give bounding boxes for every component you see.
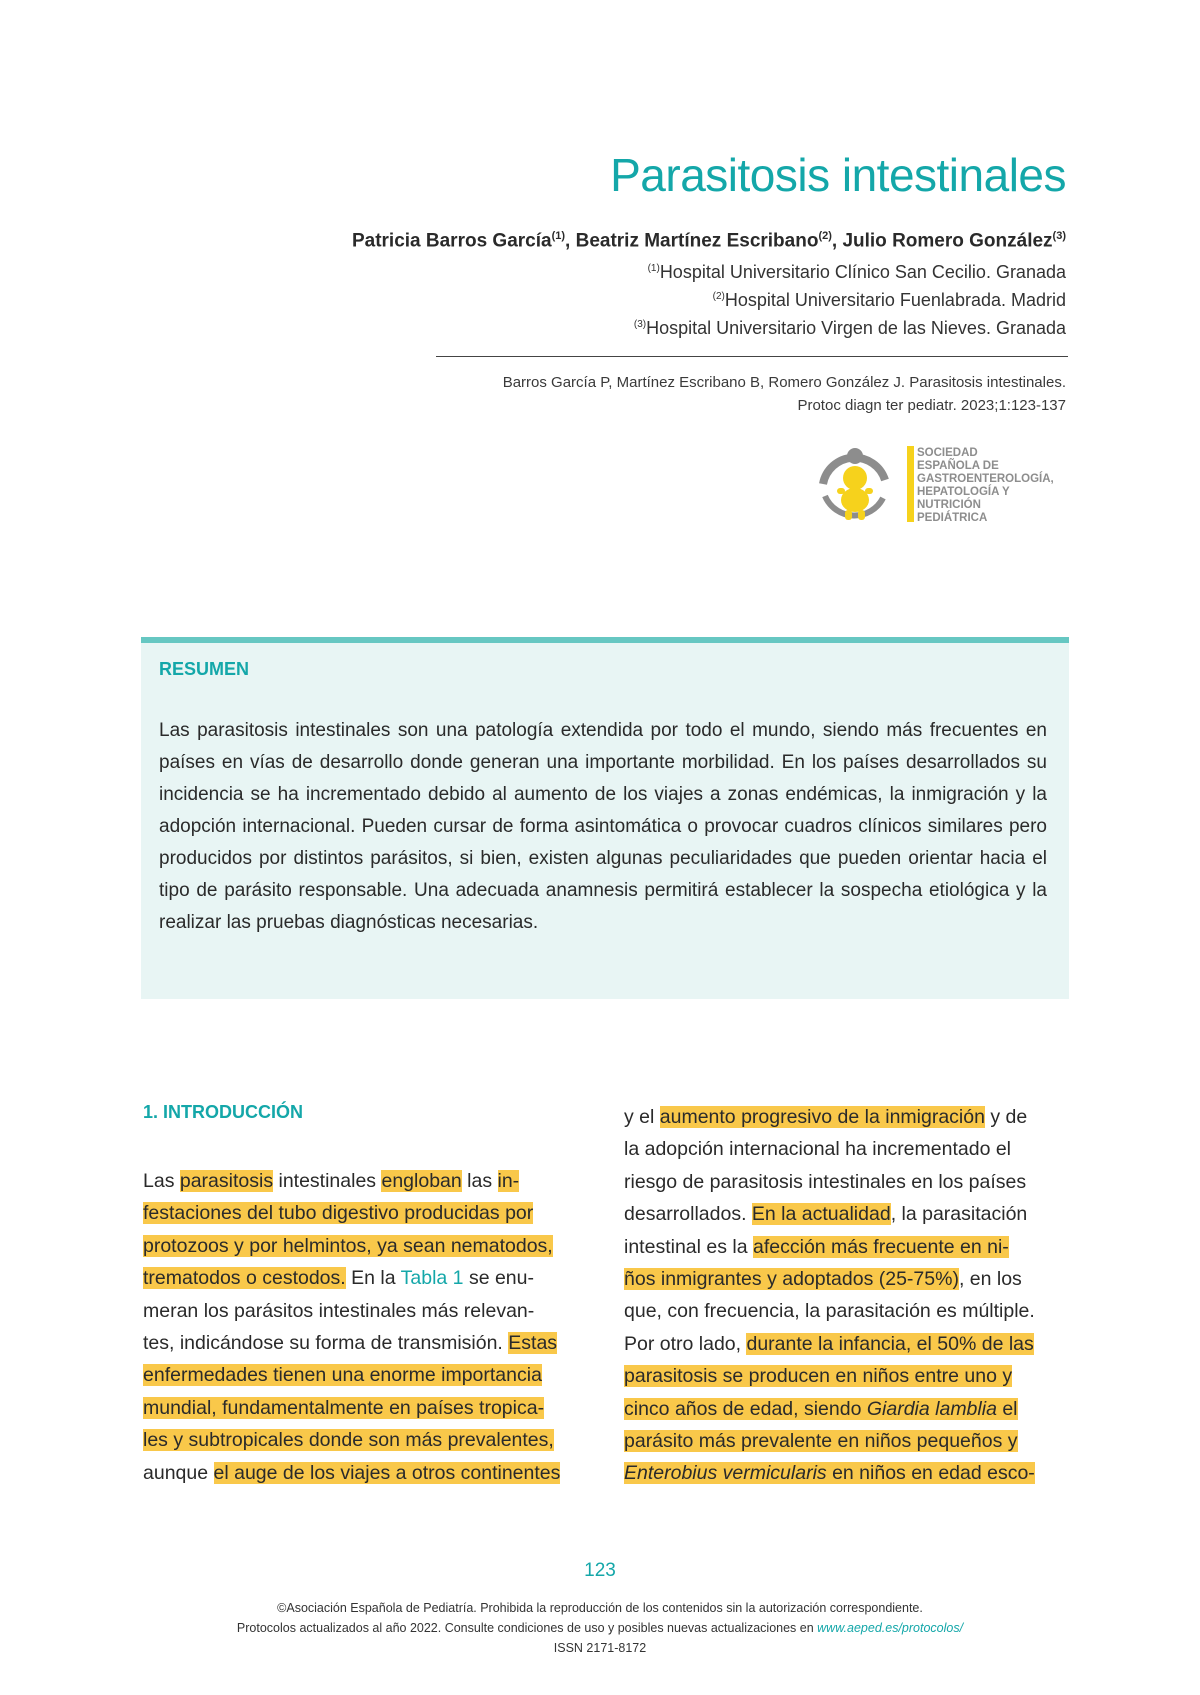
affiliation-3-marker: (3) bbox=[633, 319, 647, 330]
author-affiliation-marker: (2) bbox=[818, 230, 832, 242]
text-segment: En la bbox=[345, 1267, 401, 1290]
highlighted-text: parasitosis se producen en niños entre uno y bbox=[624, 1365, 1013, 1388]
footer-copyright: ©Asociación Española de Pediatría. Prohibida la reproducción de los contenidos sin la autorización correspondiente. bbox=[277, 1601, 923, 1615]
text-segment: Por otro lado, bbox=[624, 1332, 747, 1355]
text-segment: que, con frecuencia, la parasitación es múltiple. bbox=[624, 1300, 1035, 1323]
introduction-heading: 1. INTRODUCCIÓN bbox=[143, 1102, 304, 1122]
logo-text-line-1: SOCIEDAD bbox=[917, 447, 978, 459]
text-line bbox=[143, 1359, 575, 1391]
text-line bbox=[624, 1295, 1056, 1327]
summary-text: Las parasitosis intestinales son una patología extendida por todo el mundo, siendo más frecuentes en países en vías de desarrollo donde generan una importante morbilidad. En los países desarrollados su incidencia se ha incrementado debido al aumento de los viajes a zonas endémicas, la inmigración y la adopción internacional. Pueden cursar de forma asintomática o provocar cuadros clínicos similares pero producidos por distintos parásitos, si bien, existen algunas peculiaridades que pueden orientar hacia el tipo de parásito responsable. Una adecuada anamnesis permitirá establecer la sospecha etiológica y la realizar las pruebas diagnósticas necesarias. bbox=[159, 720, 1047, 933]
highlighted-text: el bbox=[996, 1397, 1018, 1420]
logo-text-line-2: ESPAÑOLA DE bbox=[917, 460, 999, 472]
text-line bbox=[143, 1165, 575, 1197]
highlighted-text: Giardia lamblia bbox=[866, 1397, 997, 1420]
highlighted-text: ños inmigrantes y adoptados (25-75%) bbox=[624, 1268, 959, 1290]
page-title: Parasitosis intestinales bbox=[610, 149, 1066, 201]
highlighted-text: mundial, fundamentalmente en países tropica- bbox=[143, 1396, 545, 1419]
text-line bbox=[624, 1425, 1056, 1457]
authors-line bbox=[352, 230, 1066, 252]
logo-text-line-5: NUTRICIÓN bbox=[917, 499, 981, 511]
text-line bbox=[143, 1197, 575, 1229]
author-affiliation-marker: (1) bbox=[551, 230, 566, 242]
logo-text-line-6: PEDIÁTRICA bbox=[917, 512, 988, 524]
text-line bbox=[624, 1133, 1056, 1165]
society-logo bbox=[815, 440, 1070, 530]
text-segment: intestinal es la bbox=[624, 1235, 753, 1258]
affiliation-1-marker: (1) bbox=[647, 263, 660, 274]
text-line bbox=[143, 1457, 575, 1489]
highlighted-text: aumento progresivo de la inmigración bbox=[659, 1106, 985, 1128]
affiliation-2 bbox=[713, 290, 1066, 311]
footer-protocols-link[interactable]: www.aeped.es/protocolos/ bbox=[817, 1621, 964, 1635]
text-segment: , la parasitación bbox=[890, 1203, 1028, 1226]
highlighted-text: En la actualidad bbox=[751, 1203, 891, 1226]
highlighted-text: enfermedades tienen una enorme importancia bbox=[143, 1364, 542, 1387]
highlighted-text: parasitosis bbox=[179, 1170, 274, 1192]
text-line bbox=[624, 1457, 1056, 1489]
text-segment: meran los parásitos intestinales más relevan- bbox=[143, 1299, 535, 1322]
affiliation-3 bbox=[634, 318, 1066, 339]
footer-line-2-text: Protocolos actualizados al año 2022. Consulte condiciones de uso y posibles nuevas actualizaciones en bbox=[236, 1621, 818, 1635]
header-divider bbox=[436, 356, 1068, 357]
author-name: Beatriz Martínez Escribano bbox=[575, 230, 819, 252]
text-segment: y de bbox=[984, 1106, 1028, 1128]
affiliation-3-text: Hospital Universitario Virgen de las Nieves. Granada bbox=[646, 318, 1066, 338]
footer-issn: ISSN 2171-8172 bbox=[553, 1641, 647, 1655]
highlighted-text: Enterobius vermicularis bbox=[624, 1462, 827, 1485]
text-line bbox=[143, 1327, 575, 1359]
text-segment: se enu- bbox=[463, 1267, 534, 1290]
text-segment: intestinales bbox=[273, 1170, 382, 1192]
highlighted-text: durante la infancia, el 50% de las bbox=[746, 1332, 1034, 1355]
text-line bbox=[624, 1263, 1056, 1295]
text-segment: las bbox=[461, 1170, 498, 1192]
author-name: Patricia Barros García bbox=[351, 230, 552, 252]
text-line bbox=[624, 1360, 1056, 1392]
author-affiliation-marker: (3) bbox=[1052, 230, 1066, 242]
highlighted-text: trematodos o cestodos. bbox=[143, 1267, 346, 1290]
text-line bbox=[624, 1101, 1056, 1133]
author-separator: , bbox=[831, 230, 843, 252]
text-segment: aunque bbox=[143, 1461, 214, 1484]
highlighted-text: el auge de los viajes a otros continentes bbox=[213, 1461, 561, 1484]
summary-heading: RESUMEN bbox=[159, 659, 250, 679]
affiliation-2-text: Hospital Universitario Fuenlabrada. Madrid bbox=[724, 290, 1066, 310]
text-line bbox=[143, 1295, 575, 1327]
text-segment: , en los bbox=[958, 1268, 1022, 1290]
footer-line-2 bbox=[0, 1621, 1200, 1635]
affiliation-2-marker: (2) bbox=[712, 291, 725, 302]
highlighted-text: in- bbox=[497, 1170, 520, 1192]
highlighted-text: protozoos y por helmintos, ya sean nematodos, bbox=[143, 1234, 553, 1257]
text-line bbox=[624, 1231, 1056, 1263]
text-line bbox=[143, 1424, 575, 1456]
page-number: 123 bbox=[584, 1560, 616, 1581]
text-segment: riesgo de parasitosis intestinales en los países bbox=[624, 1170, 1027, 1193]
highlighted-text: cinco años de edad, siendo bbox=[624, 1397, 867, 1420]
text-line bbox=[143, 1392, 575, 1424]
logo-text-line-4: HEPATOLOGÍA Y bbox=[917, 486, 1010, 498]
table-1-link[interactable]: Tabla 1 bbox=[400, 1267, 464, 1290]
text-segment: tes, indicándose su forma de transmisión. bbox=[143, 1332, 509, 1354]
affiliation-1 bbox=[648, 262, 1066, 283]
highlighted-text: en niños en edad esco- bbox=[826, 1462, 1035, 1485]
summary-box bbox=[141, 637, 1069, 999]
text-segment: y el bbox=[624, 1106, 660, 1128]
text-line bbox=[624, 1393, 1056, 1425]
highlighted-text: festaciones del tubo digestivo producidas por bbox=[143, 1202, 534, 1225]
affiliation-1-text: Hospital Universitario Clínico San Cecilio. Granada bbox=[659, 262, 1066, 282]
text-line bbox=[624, 1198, 1056, 1230]
author-name: Julio Romero González bbox=[842, 230, 1053, 252]
highlighted-text: les y subtropicales donde son más prevalentes, bbox=[143, 1429, 554, 1452]
highlighted-text: engloban bbox=[381, 1170, 462, 1192]
text-line bbox=[624, 1328, 1056, 1360]
logo-text-line-3: GASTROENTEROLOGÍA, bbox=[917, 473, 1054, 485]
text-segment: la adopción internacional ha incrementado el bbox=[624, 1138, 1012, 1161]
text-line bbox=[143, 1262, 575, 1294]
citation-line-2: Protoc diagn ter pediatr. 2023;1:123-137 bbox=[797, 397, 1066, 414]
highlighted-text: Estas bbox=[508, 1332, 558, 1354]
highlighted-text: afección más frecuente en ni- bbox=[753, 1235, 1009, 1258]
highlighted-text: parásito más prevalente en niños pequeños y bbox=[624, 1430, 1018, 1452]
author-separator: , bbox=[565, 230, 576, 252]
text-line bbox=[624, 1166, 1056, 1198]
logo-accent-bar bbox=[907, 446, 914, 522]
text-segment: Las bbox=[143, 1170, 180, 1192]
citation-line-1: Barros García P, Martínez Escribano B, Romero González J. Parasitosis intestinales. bbox=[502, 374, 1066, 391]
text-segment: desarrollados. bbox=[624, 1203, 752, 1226]
text-line bbox=[143, 1230, 575, 1262]
society-emblem-icon bbox=[823, 448, 885, 520]
